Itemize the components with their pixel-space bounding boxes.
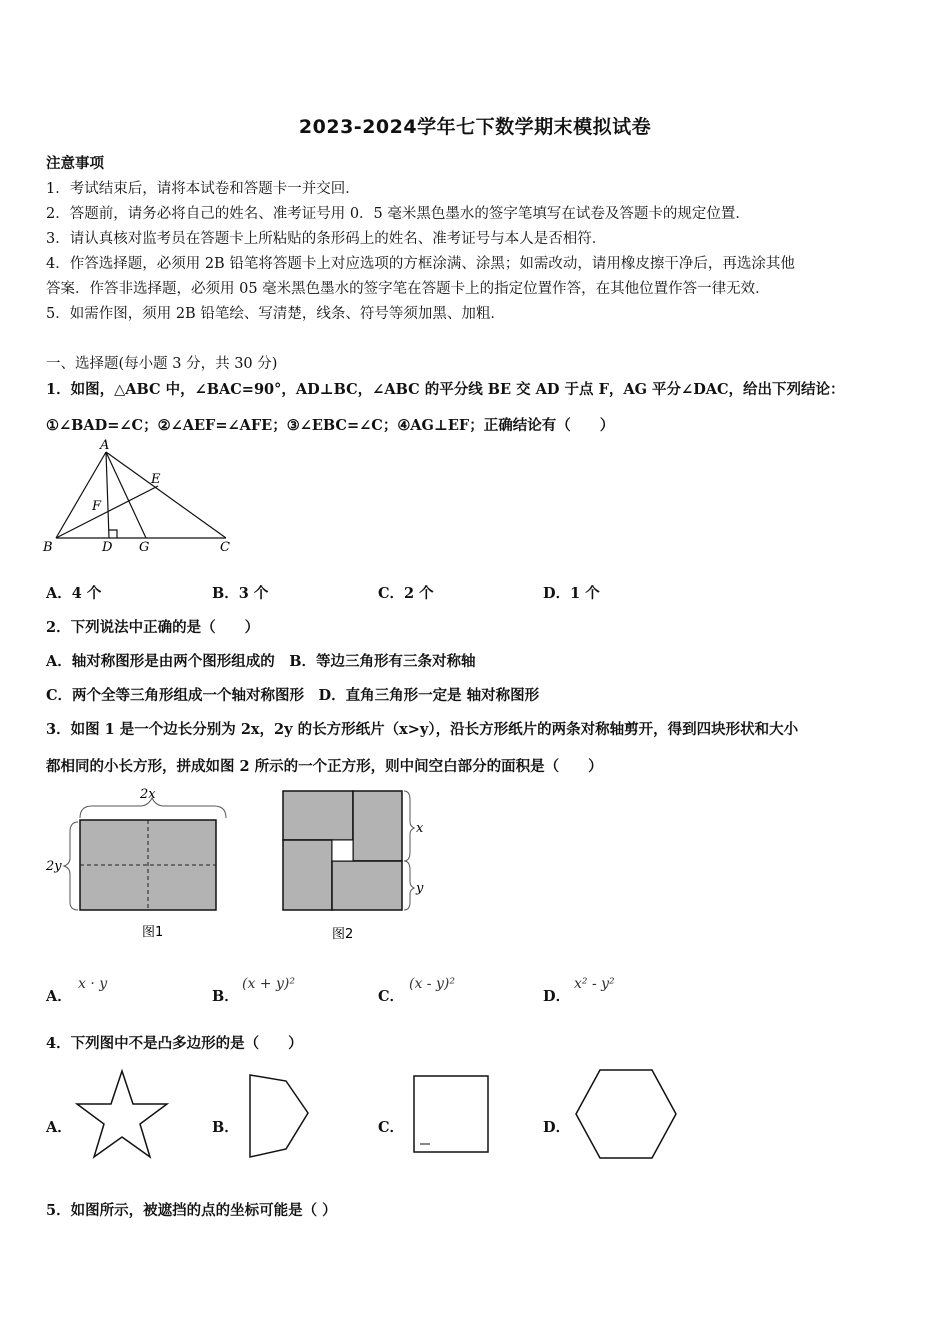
label-B: B [43, 540, 53, 555]
notice-item: 4．作答选择题，必须用 2B 铅笔将答题卡上对应选项的方框涂满、涂黑；如需改动，请用橡皮擦干净后，再选涂其他 [46, 256, 795, 272]
small-rectangle-top-left [283, 791, 353, 840]
q2-options-line2[interactable]: C．两个全等三角形组成一个轴对称图形 D．直角三角形一定是 轴对称图形 [46, 687, 540, 704]
q3-option-c-letter[interactable]: C． [378, 988, 405, 1005]
label-C: C [220, 540, 230, 555]
question-1-line2: ①∠BAD=∠C；②∠AEF=∠AFE；③∠EBC=∠C；④AG⊥EF；正确结论有（ ） [46, 417, 615, 434]
segment-AD [106, 452, 109, 538]
question-5-stem: 5．如图所示，被遮挡的点的坐标可能是（ ） [46, 1202, 337, 1219]
q1-option-a[interactable]: A．4 个 [46, 585, 102, 602]
hexagon-icon [574, 1068, 678, 1160]
brace-y [404, 861, 414, 910]
label-2y: 2y [46, 859, 62, 874]
notice-item: 1．考试结束后，请将本试卷和答题卡一并交回． [46, 181, 360, 197]
question-3-line1: 3．如图 1 是一个边长分别为 2x，2y 的长方形纸片（x>y），沿长方形纸片的两条对称轴剪开，得到四块形状和大小 [46, 721, 799, 738]
q1-option-b[interactable]: B．3 个 [212, 585, 269, 602]
notice-item: 5．如需作图，须用 2B 铅笔绘、写清楚，线条、符号等须加黑、加粗． [46, 306, 505, 322]
label-F: F [92, 499, 102, 514]
notice-item: 3．请认真核对监考员在答题卡上所粘贴的条形码上的姓名、准考证号与本人是否相符． [46, 231, 607, 247]
label-y: y [416, 881, 424, 896]
small-rectangle-bottom-right [332, 861, 402, 910]
q3-option-d-letter[interactable]: D． [543, 988, 571, 1005]
q3-option-d-expr: x² - y² [574, 976, 615, 992]
label-G: G [139, 540, 150, 555]
pentagon-icon [246, 1073, 312, 1159]
notice-heading: 注意事项 [46, 155, 104, 172]
question-3-line2: 都相同的小长方形，拼成如图 2 所示的一个正方形，则中间空白部分的面积是（ ） [46, 758, 603, 775]
q4-option-b[interactable]: B． [212, 1119, 239, 1136]
small-rectangle-top-right [353, 791, 402, 861]
q4-option-a[interactable]: A． [46, 1119, 72, 1136]
q3-option-a-expr: x · y [78, 976, 108, 992]
rectangle-figure-1 [44, 786, 234, 946]
q3-option-b-letter[interactable]: B． [212, 988, 239, 1005]
label-x: x [416, 821, 424, 836]
square-icon [412, 1074, 492, 1156]
question-2-stem: 2．下列说法中正确的是（ ） [46, 619, 260, 636]
notice-item: 答案．作答非选择题，必须用 05 毫米黑色墨水的签字笔在答题卡上的指定位置作答，在其他位置作答一律无效． [46, 281, 770, 297]
q1-option-c[interactable]: C．2 个 [378, 585, 434, 602]
label-E: E [151, 472, 161, 487]
q2-options-line1[interactable]: A．轴对称图形是由两个图形组成的 B．等边三角形有三条对称轴 [46, 653, 476, 670]
notice-item: 2．答题前，请务必将自己的姓名、准考证号用 0．5 毫米黑色墨水的签字笔填写在试卷及答题卡的规定位置． [46, 206, 750, 222]
question-4-stem: 4．下列图中不是凸多边形的是（ ） [46, 1035, 303, 1052]
q3-option-a-letter[interactable]: A． [46, 988, 72, 1005]
q3-option-c-expr: (x - y)² [409, 976, 455, 992]
section-heading: 一、选择题(每小题 3 分，共 30 分) [46, 356, 278, 372]
center-blank-square [332, 840, 353, 861]
figure-2-caption: 图2 [332, 927, 354, 942]
brace-left [64, 822, 78, 910]
label-2x: 2x [140, 787, 156, 802]
q3-option-b-expr: (x + y)² [242, 976, 295, 992]
figure-1-caption: 图1 [142, 925, 164, 940]
brace-x [404, 791, 414, 861]
question-1-line1: 1．如图，△ABC 中，∠BAC=90°，AD⊥BC，∠ABC 的平分线 BE 交 AD 于点 F，AG 平分∠DAC，给出下列结论： [46, 381, 845, 398]
square-figure-2 [280, 786, 430, 946]
page-title: 2023-2024学年七下数学期末模拟试卷 [298, 116, 652, 138]
star-icon [74, 1068, 170, 1162]
q4-option-c[interactable]: C． [378, 1119, 405, 1136]
q1-option-d[interactable]: D．1 个 [543, 585, 600, 602]
q4-option-d[interactable]: D． [543, 1119, 571, 1136]
triangle-figure [40, 440, 250, 560]
small-rectangle-bottom-left [283, 840, 332, 910]
segment-AC [106, 452, 226, 538]
right-angle-mark [109, 530, 117, 538]
label-A: A [100, 438, 110, 453]
label-D: D [102, 540, 113, 555]
